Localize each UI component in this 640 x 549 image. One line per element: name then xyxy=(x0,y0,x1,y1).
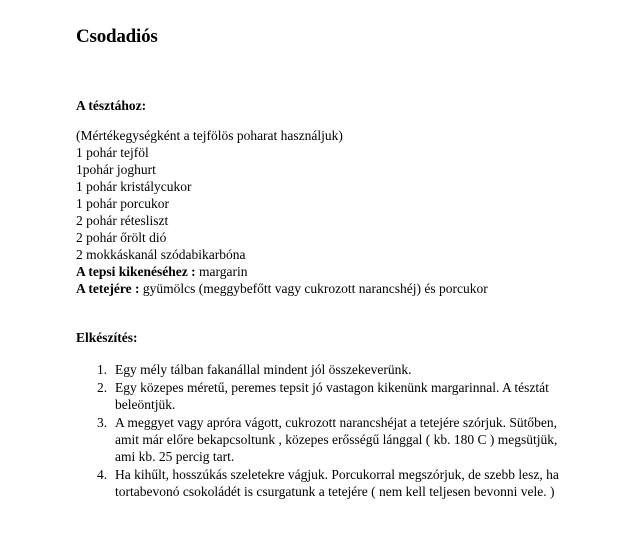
step-number: 1. xyxy=(97,362,108,377)
ingredient-item: 2 pohár őrölt dió xyxy=(76,230,167,245)
topping-label: A tetejére : xyxy=(76,281,140,296)
step-number: 3. xyxy=(97,415,108,430)
tray-label: A tepsi kikenéséhez : xyxy=(76,264,196,279)
recipe-title: Csodadiós xyxy=(76,26,158,47)
ingredient-item: 1 pohár kristálycukor xyxy=(76,179,192,194)
method-steps xyxy=(97,361,567,501)
ingredient-item: 2 pohár rétesliszt xyxy=(76,213,169,228)
ingredient-item: 1pohár joghurt xyxy=(76,162,156,177)
method-step xyxy=(97,414,567,465)
ingredient-item: 1 pohár porcukor xyxy=(76,196,169,211)
step-text: Egy közepes méretű, peremes tepsit jó vastagon kikenünk margarinnal. A tésztát beleöntjük. xyxy=(115,380,549,412)
step-text: A meggyet vagy apróra vágott, cukrozott narancshéjat a tetejére szórjuk. Sütőben, amit már előre bekapcsoltunk , közepes erősségű lánggal ( kb. 180 C ) megsütjük, ami kb. 25 percig tart. xyxy=(115,415,558,464)
ingredient-list xyxy=(76,127,488,297)
ingredient-item: 1 pohár tejföl xyxy=(76,145,149,160)
dough-heading: A tésztához: xyxy=(76,98,147,113)
ingredient-note: (Mértékegységként a tejfölös poharat használjuk) xyxy=(76,128,343,143)
step-number: 4. xyxy=(97,467,108,482)
method-heading: Elkészítés: xyxy=(76,330,138,345)
method-step xyxy=(97,361,567,378)
tray-value: margarin xyxy=(195,264,248,279)
tray-line xyxy=(76,263,488,280)
step-text: Egy mély tálban fakanállal mindent jól összekeverünk. xyxy=(115,362,412,377)
step-text: Ha kihűlt, hosszúkás szeletekre vágjuk. Porcukorral megszórjuk, de szebb lesz, ha tortabevonó csokoládét is csurgatunk a tetejére ( nem kell teljesen bevonni vele. ) xyxy=(115,467,559,499)
step-number: 2. xyxy=(97,380,108,395)
ingredient-item: 2 mokkáskanál szódabikarbóna xyxy=(76,247,246,262)
method-step xyxy=(97,466,567,500)
method-step xyxy=(97,379,567,413)
topping-value: gyümölcs (meggybefőtt vagy cukrozott narancshéj) és porcukor xyxy=(139,281,488,296)
topping-line xyxy=(76,280,488,297)
